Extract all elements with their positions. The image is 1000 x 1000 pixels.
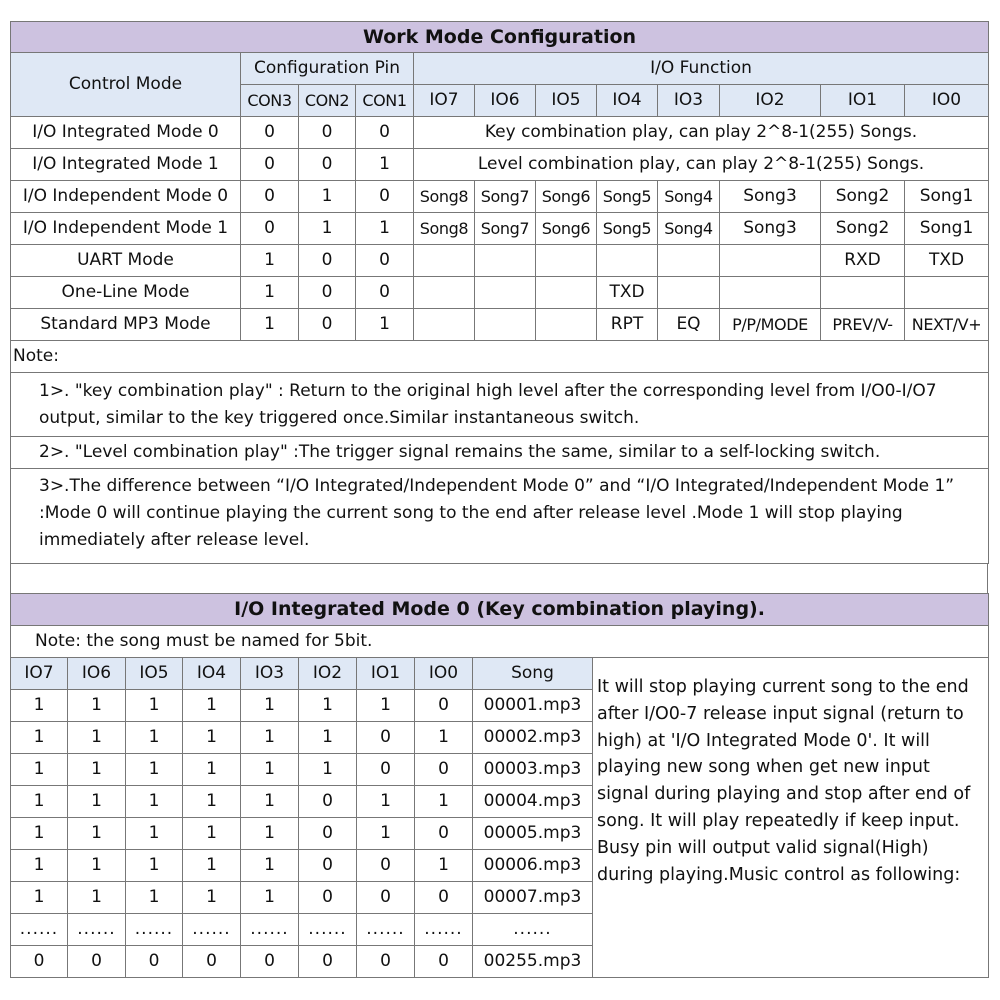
mode-description: Level combination play, can play 2^8-1(255) Songs. — [414, 149, 989, 181]
control-mode-header: Control Mode — [11, 53, 241, 117]
io-value: Song6 — [536, 213, 597, 245]
io-value: Song2 — [821, 181, 905, 213]
io-value — [414, 309, 475, 341]
song-cell: 00007.mp3 — [473, 882, 593, 914]
pin-value: 0 — [299, 149, 356, 181]
ellipsis-cell: ...... — [241, 914, 299, 946]
bit-cell: 1 — [11, 882, 68, 914]
bit-cell: 0 — [415, 818, 473, 850]
bit-cell: 1 — [183, 786, 241, 818]
bit-cell: 0 — [299, 818, 357, 850]
io-value — [658, 245, 720, 277]
mode-row — [11, 181, 989, 213]
io-value: Song1 — [905, 181, 989, 213]
io-header: IO3 — [241, 658, 299, 690]
io-value — [597, 245, 658, 277]
bit-cell: 1 — [68, 882, 126, 914]
bit-cell: 1 — [68, 818, 126, 850]
bit-cell: 0 — [299, 946, 357, 978]
ellipsis-cell: ...... — [299, 914, 357, 946]
ellipsis-cell: ...... — [68, 914, 126, 946]
io-value: Song7 — [475, 181, 536, 213]
pin-value: 1 — [241, 245, 299, 277]
io-header: IO2 — [720, 85, 821, 117]
io-value — [475, 277, 536, 309]
song-cell: 00002.mp3 — [473, 722, 593, 754]
ellipsis-cell: ...... — [126, 914, 183, 946]
ellipsis-cell: ...... — [183, 914, 241, 946]
bit-cell: 1 — [68, 850, 126, 882]
bit-cell: 1 — [299, 754, 357, 786]
bit-cell: 1 — [357, 690, 415, 722]
io-header: IO7 — [11, 658, 68, 690]
io-value: Song6 — [536, 181, 597, 213]
bit-cell: 1 — [241, 786, 299, 818]
bit-cell: 0 — [415, 690, 473, 722]
mode-label: I/O Integrated Mode 1 — [11, 149, 241, 181]
song-header: Song — [473, 658, 593, 690]
bit-cell: 0 — [299, 786, 357, 818]
pin-header: CON1 — [356, 85, 414, 117]
io-value — [720, 245, 821, 277]
work-mode-table — [10, 21, 989, 564]
io-value: Song3 — [720, 213, 821, 245]
io-value: NEXT/V+ — [905, 309, 989, 341]
io-value: Song3 — [720, 181, 821, 213]
io-value — [905, 277, 989, 309]
note-label: Note: — [11, 341, 989, 373]
integrated-mode-description: It will stop playing current song to the end after I/O0-7 release input signal (return to high) at 'I/O Integrated Mode 0'. It will playing new song when get new input signal during playing and stop after end of song. It will play repeatedly if keep input. Busy pin will output valid signal(High) during playing.Music control as following: — [593, 658, 989, 978]
song-cell: 00005.mp3 — [473, 818, 593, 850]
bit-cell: 0 — [68, 946, 126, 978]
pin-value: 0 — [356, 245, 414, 277]
io-value: Song5 — [597, 181, 658, 213]
bit-cell: 0 — [126, 946, 183, 978]
pin-value: 0 — [241, 149, 299, 181]
io-value — [414, 277, 475, 309]
mode-label: I/O Independent Mode 0 — [11, 181, 241, 213]
io-header: IO4 — [183, 658, 241, 690]
bit-cell: 1 — [11, 850, 68, 882]
io-header: IO4 — [597, 85, 658, 117]
pin-value: 0 — [299, 277, 356, 309]
io-value: TXD — [597, 277, 658, 309]
ellipsis-cell: ...... — [357, 914, 415, 946]
bit-cell: 1 — [183, 690, 241, 722]
integrated-mode-note: Note: the song must be named for 5bit. — [11, 626, 989, 658]
bit-cell: 0 — [357, 882, 415, 914]
section-spacer — [10, 564, 988, 593]
ellipsis-cell: ...... — [415, 914, 473, 946]
pin-value: 0 — [299, 245, 356, 277]
mode-row — [11, 149, 989, 181]
song-cell: 00001.mp3 — [473, 690, 593, 722]
bit-cell: 0 — [299, 882, 357, 914]
bit-cell: 1 — [126, 754, 183, 786]
io-value: Song8 — [414, 213, 475, 245]
io-value — [475, 309, 536, 341]
bit-cell: 1 — [183, 754, 241, 786]
bit-cell: 1 — [126, 722, 183, 754]
pin-value: 0 — [241, 181, 299, 213]
bit-cell: 1 — [11, 818, 68, 850]
pin-header: CON3 — [241, 85, 299, 117]
integrated-mode-table — [10, 593, 989, 978]
io-value — [475, 245, 536, 277]
bit-cell: 1 — [357, 786, 415, 818]
mode-row — [11, 117, 989, 149]
io-value — [821, 277, 905, 309]
io-value: EQ — [658, 309, 720, 341]
bit-cell: 1 — [183, 722, 241, 754]
bit-cell: 1 — [241, 754, 299, 786]
bit-cell: 1 — [299, 690, 357, 722]
mode-label: One-Line Mode — [11, 277, 241, 309]
mode-label: UART Mode — [11, 245, 241, 277]
bit-cell: 0 — [415, 946, 473, 978]
song-cell: 00003.mp3 — [473, 754, 593, 786]
pin-value: 1 — [299, 181, 356, 213]
io-function-header: I/O Function — [414, 53, 989, 85]
song-cell: 00255.mp3 — [473, 946, 593, 978]
io-value — [414, 245, 475, 277]
io-header: IO2 — [299, 658, 357, 690]
bit-cell: 0 — [357, 754, 415, 786]
bit-cell: 1 — [241, 850, 299, 882]
bit-cell: 0 — [357, 722, 415, 754]
io-value — [720, 277, 821, 309]
io-header: IO0 — [415, 658, 473, 690]
config-pin-header: Configuration Pin — [241, 53, 414, 85]
bit-cell: 1 — [415, 850, 473, 882]
bit-cell: 1 — [183, 882, 241, 914]
io-value: RPT — [597, 309, 658, 341]
mode-row — [11, 245, 989, 277]
mode-label: I/O Independent Mode 1 — [11, 213, 241, 245]
pin-value: 1 — [241, 277, 299, 309]
bit-cell: 1 — [299, 722, 357, 754]
bit-cell: 1 — [126, 818, 183, 850]
bit-cell: 1 — [415, 786, 473, 818]
io-value — [536, 309, 597, 341]
io-value: Song8 — [414, 181, 475, 213]
bit-cell: 1 — [126, 882, 183, 914]
bit-cell: 0 — [415, 882, 473, 914]
bit-cell: 1 — [68, 722, 126, 754]
bit-cell: 1 — [183, 850, 241, 882]
mode-label: Standard MP3 Mode — [11, 309, 241, 341]
io-value: TXD — [905, 245, 989, 277]
ellipsis-cell: ...... — [11, 914, 68, 946]
io-header: IO6 — [475, 85, 536, 117]
io-header: IO7 — [414, 85, 475, 117]
note-item: 1>. "key combination play" : Return to the original high level after the corresponding level from I/O0-I/O7 output, similar to the key triggered once.Similar instantaneous switch. — [11, 373, 989, 437]
pin-value: 0 — [299, 309, 356, 341]
bit-cell: 1 — [11, 690, 68, 722]
pin-header: CON2 — [299, 85, 356, 117]
io-value: Song7 — [475, 213, 536, 245]
bit-cell: 0 — [11, 946, 68, 978]
io-value — [536, 277, 597, 309]
bit-cell: 1 — [241, 690, 299, 722]
io-header: IO6 — [68, 658, 126, 690]
bit-cell: 1 — [126, 690, 183, 722]
mode-description: Key combination play, can play 2^8-1(255) Songs. — [414, 117, 989, 149]
pin-value: 0 — [356, 277, 414, 309]
io-header: IO3 — [658, 85, 720, 117]
ellipsis-cell: ...... — [473, 914, 593, 946]
pin-value: 0 — [356, 181, 414, 213]
pin-value: 0 — [241, 213, 299, 245]
bit-cell: 1 — [241, 818, 299, 850]
mode-row — [11, 309, 989, 341]
bit-cell: 1 — [241, 722, 299, 754]
io-header: IO0 — [905, 85, 989, 117]
io-value: Song2 — [821, 213, 905, 245]
mode-row — [11, 277, 989, 309]
io-value: Song1 — [905, 213, 989, 245]
bit-cell: 1 — [68, 754, 126, 786]
pin-value: 0 — [356, 117, 414, 149]
bit-cell: 1 — [357, 818, 415, 850]
bit-cell: 1 — [183, 818, 241, 850]
song-cell: 00006.mp3 — [473, 850, 593, 882]
bit-cell: 0 — [299, 850, 357, 882]
bit-cell: 0 — [357, 850, 415, 882]
io-value: Song4 — [658, 213, 720, 245]
bit-cell: 1 — [11, 722, 68, 754]
song-cell: 00004.mp3 — [473, 786, 593, 818]
note-item: 3>.The difference between “I/O Integrated/Independent Mode 0” and “I/O Integrated/Independent Mode 1” :Mode 0 will continue playing the current song to the end after release level .Mode 1 will stop playing immediately after release level. — [11, 469, 989, 564]
bit-cell: 1 — [68, 690, 126, 722]
pin-value: 1 — [299, 213, 356, 245]
io-header: IO1 — [821, 85, 905, 117]
mode-row — [11, 213, 989, 245]
io-value: Song5 — [597, 213, 658, 245]
bit-cell: 1 — [126, 786, 183, 818]
bit-cell: 0 — [241, 946, 299, 978]
pin-value: 0 — [299, 117, 356, 149]
bit-cell: 1 — [11, 786, 68, 818]
io-value — [658, 277, 720, 309]
io-header: IO5 — [126, 658, 183, 690]
work-mode-title: Work Mode Configuration — [11, 22, 989, 53]
io-header: IO5 — [536, 85, 597, 117]
bit-cell: 0 — [183, 946, 241, 978]
pin-value: 1 — [241, 309, 299, 341]
io-value: P/P/MODE — [720, 309, 821, 341]
pin-value: 1 — [356, 149, 414, 181]
io-header: IO1 — [357, 658, 415, 690]
io-value: RXD — [821, 245, 905, 277]
io-value: PREV/V- — [821, 309, 905, 341]
note-item: 2>. "Level combination play" :The trigger signal remains the same, similar to a self-locking switch. — [11, 437, 989, 469]
bit-cell: 1 — [241, 882, 299, 914]
bit-cell: 1 — [415, 722, 473, 754]
mode-label: I/O Integrated Mode 0 — [11, 117, 241, 149]
io-value: Song4 — [658, 181, 720, 213]
pin-value: 1 — [356, 309, 414, 341]
bit-cell: 0 — [415, 754, 473, 786]
pin-value: 1 — [356, 213, 414, 245]
io-value — [536, 245, 597, 277]
bit-cell: 1 — [126, 850, 183, 882]
bit-cell: 0 — [357, 946, 415, 978]
bit-cell: 1 — [11, 754, 68, 786]
pin-value: 0 — [241, 117, 299, 149]
bit-cell: 1 — [68, 786, 126, 818]
integrated-mode-title: I/O Integrated Mode 0 (Key combination playing). — [11, 594, 989, 626]
